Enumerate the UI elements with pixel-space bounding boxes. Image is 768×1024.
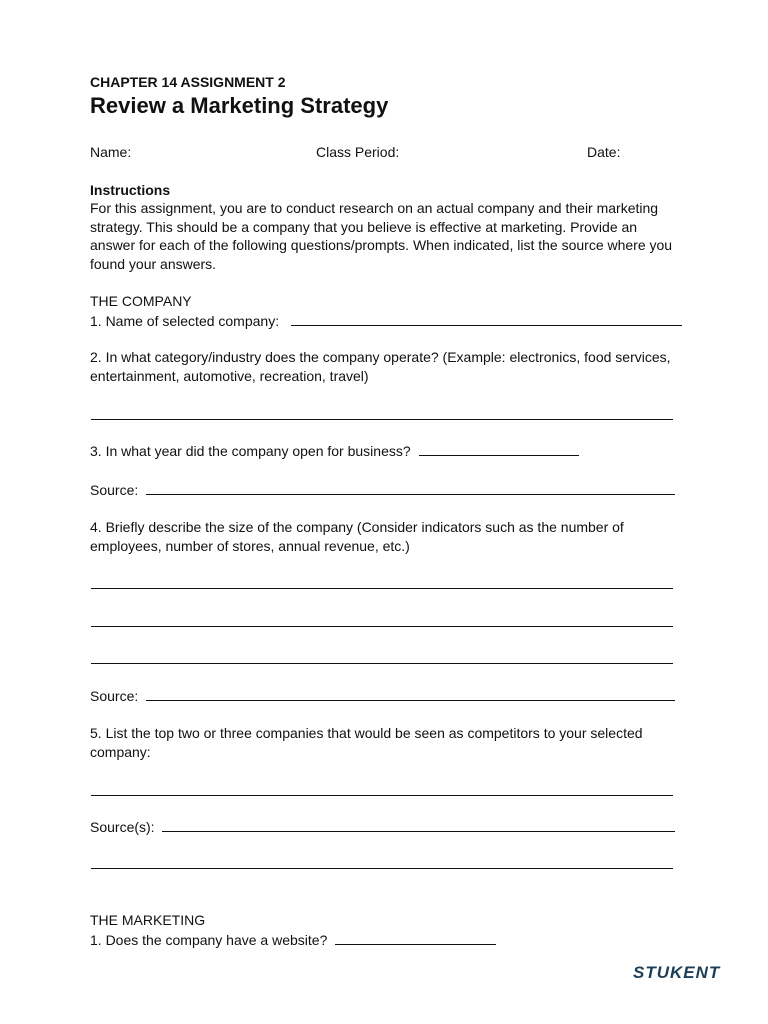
company-section-heading: THE COMPANY: [90, 293, 192, 309]
question-company-name-text: 1. Name of selected company:: [90, 313, 280, 329]
sources-row-competitors: [90, 818, 675, 837]
instructions-body: For this assignment, you are to conduct research on an actual company and their marketing strategy. This should be a company that you believe is effective at marketing. Provide an answer for each of the following questions/prompts. When indicated, list the source where you found your answers.: [90, 200, 673, 272]
sources-answer-line-2[interactable]: [91, 868, 673, 869]
marketing-section-heading: THE MARKETING: [90, 912, 206, 928]
chapter-label: CHAPTER 14 ASSIGNMENT 2: [90, 74, 286, 90]
company-name-answer-line[interactable]: [291, 312, 682, 326]
source-row-size: [90, 687, 675, 706]
question-year-opened-text: 3. In what year did the company open for business?: [90, 443, 411, 459]
sources-label-competitors: Source(s):: [90, 819, 155, 835]
question-website: [90, 931, 496, 950]
date-field-label: Date:: [587, 144, 621, 160]
source-answer-line-year[interactable]: [146, 481, 675, 495]
question-year-opened: [90, 442, 579, 461]
source-answer-line-size[interactable]: [146, 687, 675, 701]
question-industry: 2. In what category/industry does the company operate? (Example: electronics, food services, entertainment, automotive, recreation, travel): [90, 349, 671, 384]
question-website-text: 1. Does the company have a website?: [90, 932, 328, 948]
question-company-size: 4. Briefly describe the size of the company (Consider indicators such as the number of employees, number of stores, annual revenue, etc.): [90, 519, 624, 554]
class-period-field-label: Class Period:: [316, 144, 400, 160]
competitors-answer-line[interactable]: [91, 795, 673, 796]
name-field-label: Name:: [90, 144, 132, 160]
sources-answer-line-competitors[interactable]: [162, 818, 675, 832]
instructions-heading: Instructions: [90, 182, 171, 198]
question-competitors: 5. List the top two or three companies that would be seen as competitors to your selected company:: [90, 725, 643, 760]
company-size-answer-line-3[interactable]: [91, 663, 673, 664]
source-label-size: Source:: [90, 688, 139, 704]
stukent-logo: STUKENT: [633, 963, 721, 982]
year-opened-answer-line[interactable]: [419, 442, 579, 456]
website-answer-line[interactable]: [335, 931, 496, 945]
source-row-year: [90, 481, 675, 500]
page-title: Review a Marketing Strategy: [90, 93, 389, 118]
industry-answer-line[interactable]: [91, 419, 673, 420]
question-company-name: [90, 312, 682, 331]
company-size-answer-line-2[interactable]: [91, 626, 673, 627]
company-size-answer-line-1[interactable]: [91, 588, 673, 589]
source-label-year: Source:: [90, 482, 139, 498]
